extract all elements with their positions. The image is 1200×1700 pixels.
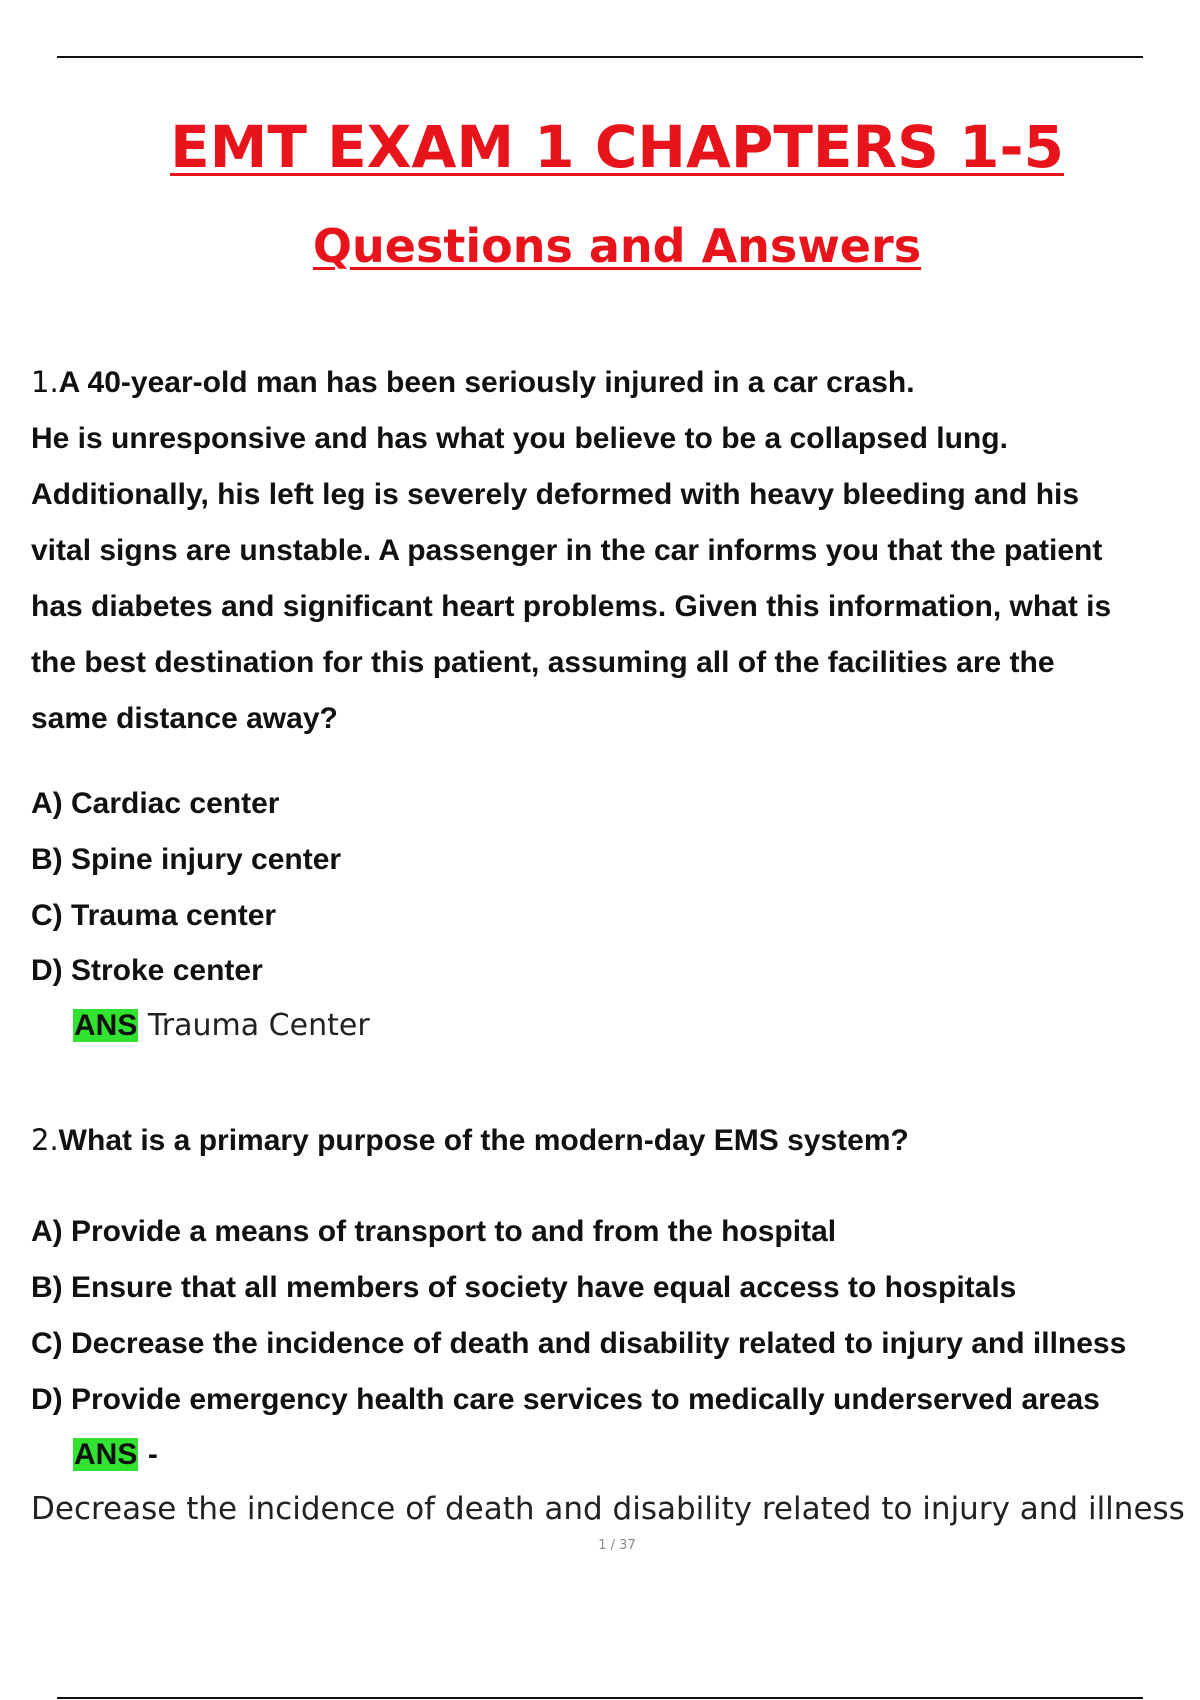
document-subtitle: Questions and Answers bbox=[312, 219, 922, 273]
question-2-option-c: C) Decrease the incidence of death and disability related to injury and illness bbox=[31, 1327, 1127, 1360]
question-1-line: vital signs are unstable. A passenger in the car informs you that the patient bbox=[31, 534, 1103, 567]
question-2-option-b: B) Ensure that all members of society have equal access to hospitals bbox=[31, 1271, 1017, 1304]
answer-tag: ANS bbox=[74, 1438, 138, 1471]
question-2-answer-text: Decrease the incidence of death and disability related to injury and illness bbox=[31, 1491, 1185, 1527]
question-2-line: 2.What is a primary purpose of the modern-day EMS system? bbox=[31, 1123, 909, 1157]
document-title: EMT EXAM 1 CHAPTERS 1-5 bbox=[170, 113, 1064, 181]
question-1-number: 1. bbox=[31, 365, 59, 399]
question-1-line: He is unresponsive and has what you believe to be a collapsed lung. bbox=[31, 422, 1008, 455]
bottom-rule bbox=[57, 1697, 1143, 1699]
question-2-option-d: D) Provide emergency health care services to medically underserved areas bbox=[31, 1383, 1100, 1416]
question-1 bbox=[31, 354, 1200, 747]
question-1-option-c: C) Trauma center bbox=[31, 899, 277, 932]
question-1-option-b: B) Spine injury center bbox=[31, 843, 342, 876]
question-2-answer bbox=[73, 1435, 158, 1475]
answer-text: Trauma Center bbox=[147, 1008, 370, 1043]
answer-tag: ANS bbox=[74, 1009, 138, 1042]
question-1-line: the best destination for this patient, assuming all of the facilities are the bbox=[31, 646, 1055, 679]
question-1-line: 1.A 40-year-old man has been seriously injured in a car crash. bbox=[31, 365, 915, 399]
question-2-option-a: A) Provide a means of transport to and from the hospital bbox=[31, 1215, 837, 1248]
question-2 bbox=[31, 1112, 1200, 1169]
question-1-option-a: A) Cardiac center bbox=[31, 787, 280, 820]
question-2-number: 2. bbox=[31, 1123, 59, 1157]
question-1-option-d: D) Stroke center bbox=[31, 954, 263, 987]
question-1-line: same distance away? bbox=[31, 702, 338, 735]
answer-dash: - bbox=[147, 1438, 158, 1471]
page-number: 1 / 37 bbox=[598, 1538, 636, 1553]
question-1-line: has diabetes and significant heart problems. Given this information, what is bbox=[31, 590, 1112, 623]
top-rule bbox=[57, 56, 1143, 58]
question-1-line: Additionally, his left leg is severely deformed with heavy bleeding and his bbox=[31, 478, 1080, 511]
question-1-answer bbox=[73, 1006, 370, 1046]
